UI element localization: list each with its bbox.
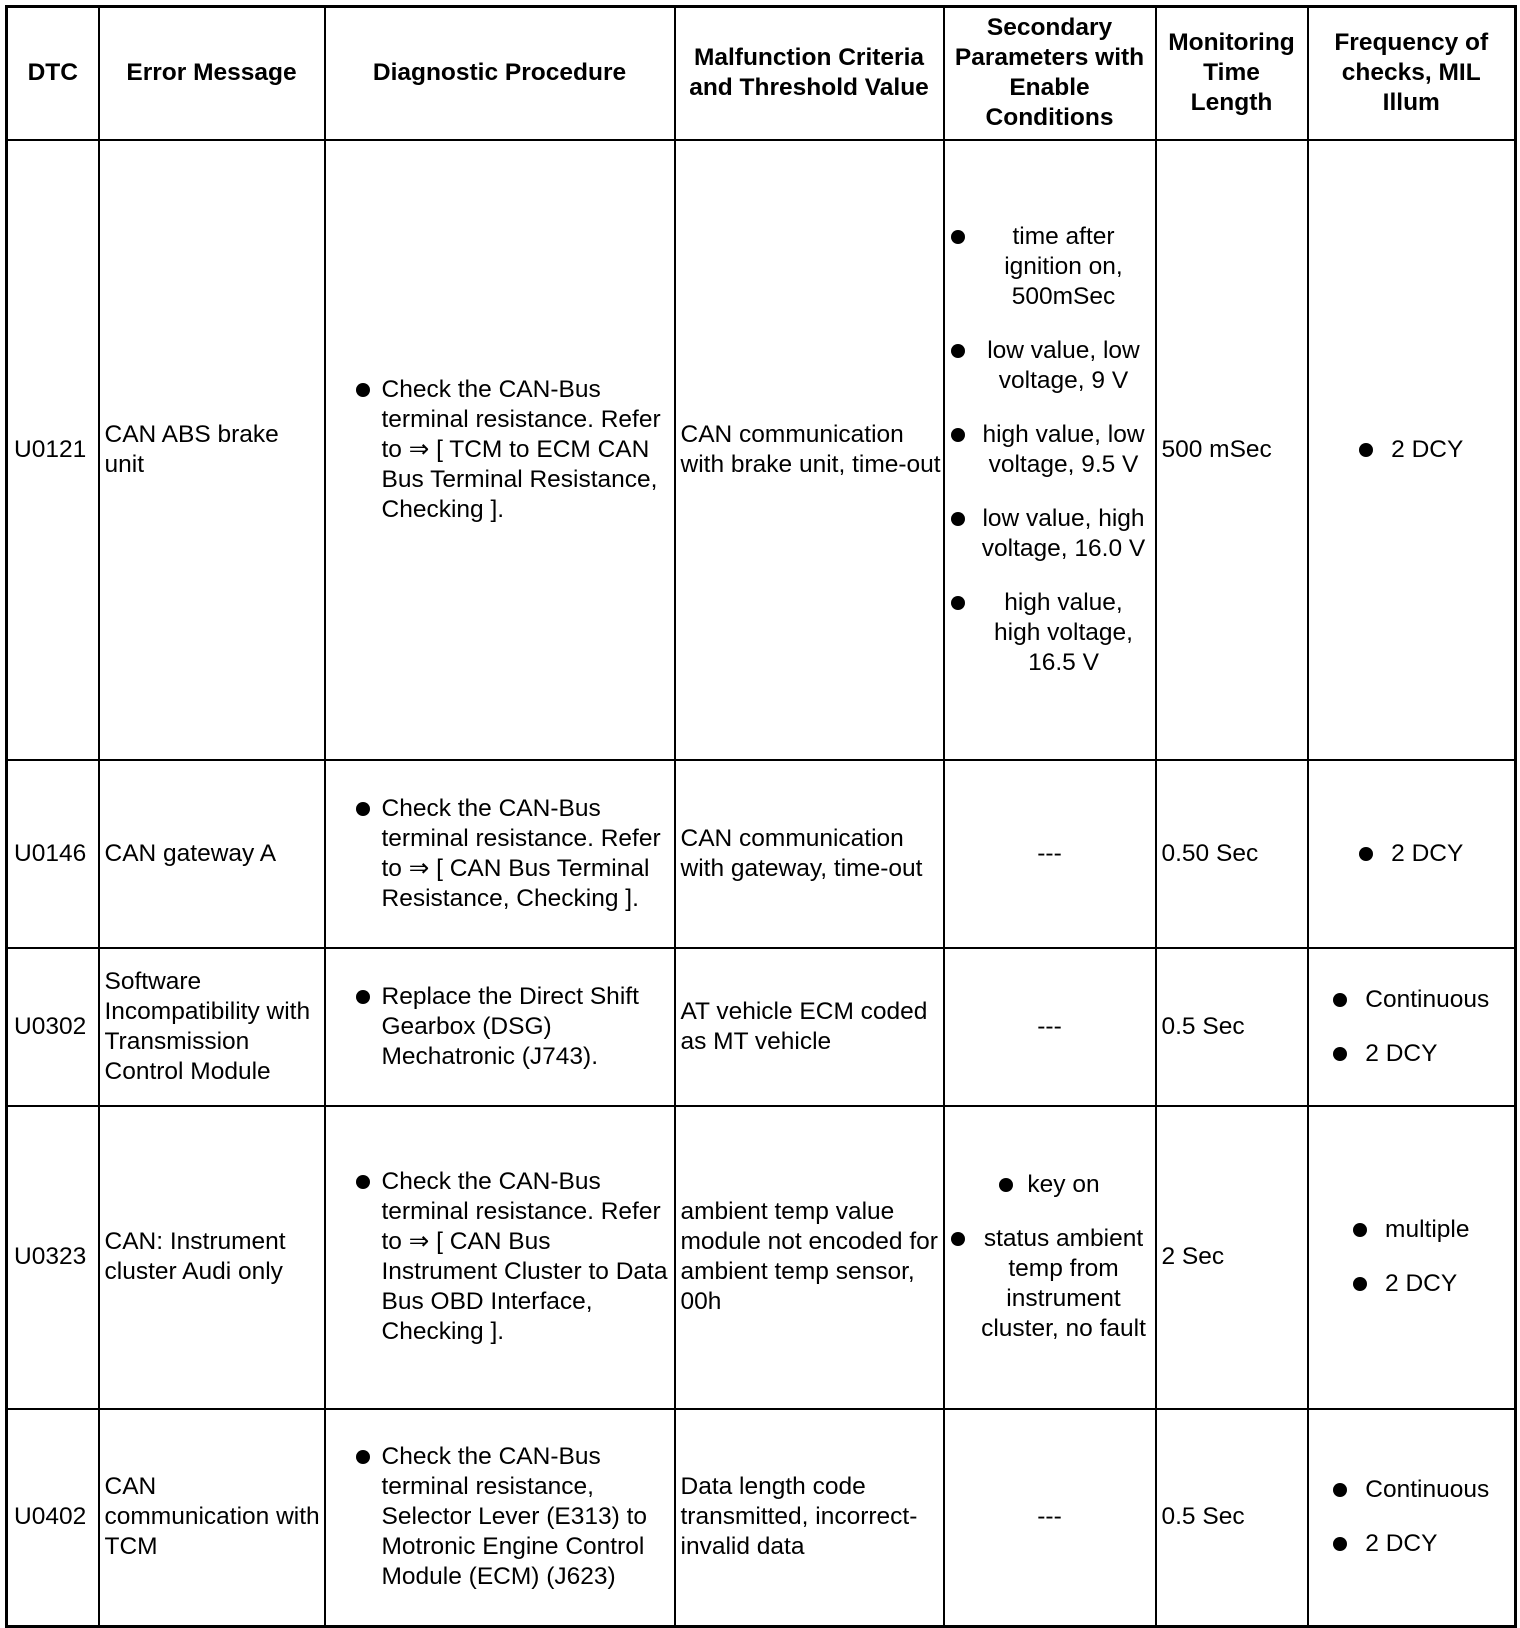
secondary-parameters-cell (944, 1106, 1156, 1409)
frequency-cell (1308, 1106, 1516, 1409)
bullet-icon (1353, 1223, 1367, 1237)
bullet-icon (356, 1450, 370, 1464)
secondary-parameters-cell: --- (944, 760, 1156, 948)
bullet-icon (1333, 1047, 1347, 1061)
dtc-code-cell: U0302 (7, 948, 99, 1106)
malfunction-criteria-cell: CAN communication with gateway, time-out (675, 760, 944, 948)
table-row (7, 1106, 1516, 1409)
diagnostic-procedure-cell (325, 760, 675, 948)
bullet-icon (1333, 1537, 1347, 1551)
frequency-cell (1308, 760, 1516, 948)
frequency-item: 2 DCY (1333, 1529, 1489, 1559)
procedure-text: Check the CAN-Bus terminal resistance. Refer to ⇒ [ TCM to ECM CAN Bus Terminal Resistance, Checking ]. (381, 375, 661, 523)
frequency-cell (1308, 1409, 1516, 1627)
table-row (7, 948, 1516, 1106)
dtc-code-cell: U0402 (7, 1409, 99, 1627)
secondary-parameters-cell: --- (944, 1409, 1156, 1627)
bullet-icon (356, 1175, 370, 1189)
table-row (7, 760, 1516, 948)
header-error-message: Error Message (99, 7, 325, 140)
bullet-icon (951, 596, 965, 610)
header-frequency: Frequency of checks, MIL Illum (1308, 7, 1516, 140)
diagnostic-procedure-cell (325, 1409, 675, 1627)
bullet-icon (999, 1178, 1013, 1192)
bullet-icon (356, 802, 370, 816)
bullet-icon (951, 230, 965, 244)
error-message-cell: CAN gateway A (99, 760, 325, 948)
bullet-icon (1353, 1277, 1367, 1291)
frequency-item: Continuous (1333, 1475, 1489, 1505)
header-secondary-parameters: Secondary Parameters with Enable Conditions (944, 7, 1156, 140)
error-message-cell: Software Incompatibility with Transmission Control Module (99, 948, 325, 1106)
header-diagnostic-procedure: Diagnostic Procedure (325, 7, 675, 140)
error-message-cell: CAN ABS brake unit (99, 140, 325, 760)
secondary-parameters-cell (944, 140, 1156, 760)
frequency-item: 2 DCY (1353, 1269, 1469, 1299)
frequency-item: Continuous (1333, 985, 1489, 1015)
frequency-item: 2 DCY (1359, 839, 1463, 869)
table-row (7, 1409, 1516, 1627)
dtc-code-cell: U0146 (7, 760, 99, 948)
bullet-icon (1359, 443, 1373, 457)
table-row (7, 140, 1516, 760)
error-message-cell: CAN: Instrument cluster Audi only (99, 1106, 325, 1409)
frequency-item: 2 DCY (1333, 1039, 1489, 1069)
secondary-parameter-item: high value, low voltage, 9.5 V (951, 420, 1149, 480)
frequency-item: multiple (1353, 1215, 1469, 1245)
malfunction-criteria-cell: ambient temp value module not encoded for ambient temp sensor, 00h (675, 1106, 944, 1409)
diagnostic-procedure-cell (325, 948, 675, 1106)
monitoring-time-cell: 2 Sec (1156, 1106, 1308, 1409)
monitoring-time-cell: 500 mSec (1156, 140, 1308, 760)
bullet-icon (951, 344, 965, 358)
frequency-item: 2 DCY (1359, 435, 1463, 465)
bullet-icon (951, 512, 965, 526)
header-dtc: DTC (7, 7, 99, 140)
procedure-text: Replace the Direct Shift Gearbox (DSG) Mechatronic (J743). (381, 982, 639, 1070)
bullet-icon (356, 990, 370, 1004)
secondary-parameter-item: high value, high voltage, 16.5 V (951, 588, 1149, 678)
monitoring-time-cell: 0.5 Sec (1156, 948, 1308, 1106)
diagnostic-procedure-cell (325, 140, 675, 760)
frequency-cell (1308, 140, 1516, 760)
malfunction-criteria-cell: Data length code transmitted, incorrect-invalid data (675, 1409, 944, 1627)
bullet-icon (356, 383, 370, 397)
secondary-parameter-item: key on (951, 1170, 1149, 1200)
procedure-text: Check the CAN-Bus terminal resistance. Refer to ⇒ [ CAN Bus Terminal Resistance, Checking ]. (381, 794, 661, 912)
bullet-icon (1333, 1483, 1347, 1497)
monitoring-time-cell: 0.5 Sec (1156, 1409, 1308, 1627)
secondary-parameter-item: low value, low voltage, 9 V (951, 336, 1149, 396)
secondary-parameter-item: status ambient temp from instrument cluster, no fault (951, 1224, 1149, 1344)
dtc-table (5, 5, 1517, 1628)
secondary-parameter-item: time after ignition on, 500mSec (951, 222, 1149, 312)
malfunction-criteria-cell: CAN communication with brake unit, time-out (675, 140, 944, 760)
secondary-parameter-item: low value, high voltage, 16.0 V (951, 504, 1149, 564)
monitoring-time-cell: 0.50 Sec (1156, 760, 1308, 948)
bullet-icon (1333, 993, 1347, 1007)
procedure-text: Check the CAN-Bus terminal resistance. Refer to ⇒ [ CAN Bus Instrument Cluster to Data Bus OBD Interface, Checking ]. (381, 1168, 668, 1345)
error-message-cell: CAN communication with TCM (99, 1409, 325, 1627)
bullet-icon (1359, 847, 1373, 861)
header-malfunction-criteria: Malfunction Criteria and Threshold Value (675, 7, 944, 140)
diagnostic-procedure-cell (325, 1106, 675, 1409)
dtc-code-cell: U0323 (7, 1106, 99, 1409)
header-monitoring-time: Monitoring Time Length (1156, 7, 1308, 140)
secondary-parameters-cell: --- (944, 948, 1156, 1106)
dtc-code-cell: U0121 (7, 140, 99, 760)
malfunction-criteria-cell: AT vehicle ECM coded as MT vehicle (675, 948, 944, 1106)
frequency-cell (1308, 948, 1516, 1106)
procedure-text: Check the CAN-Bus terminal resistance, Selector Lever (E313) to Motronic Engine Control Module (ECM) (J623) (381, 1443, 648, 1591)
bullet-icon (951, 428, 965, 442)
bullet-icon (951, 1232, 965, 1246)
header-row (7, 7, 1516, 140)
